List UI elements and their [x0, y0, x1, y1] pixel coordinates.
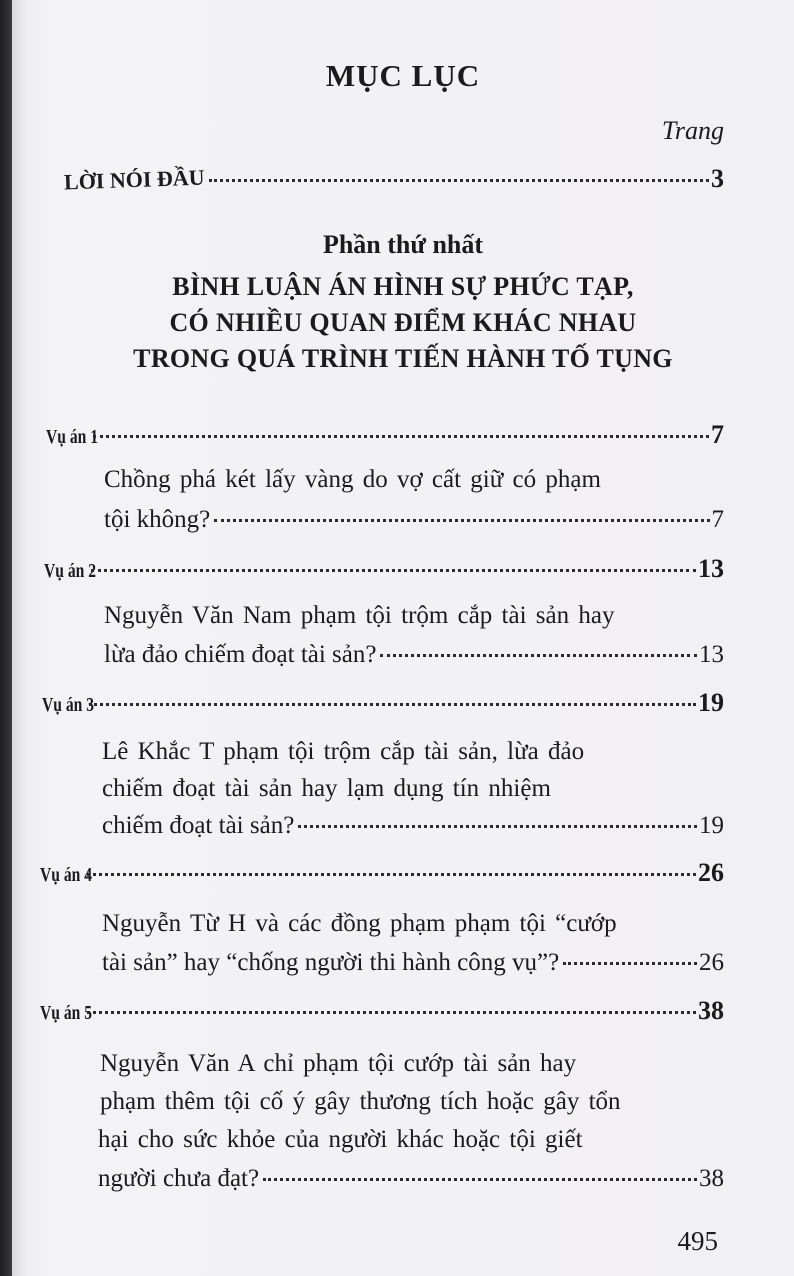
dot-leader — [91, 569, 696, 572]
toc-entry-intro[interactable] — [64, 164, 724, 195]
toc-subentry-label: tài sản” hay “chống người thi hành công vụ”? — [102, 949, 560, 976]
part-title-line: BÌNH LUẬN ÁN HÌNH SỰ PHỨC TẠP, — [172, 272, 634, 301]
case-description-line: Nguyễn Từ H và các đồng phạm phạm tội “cướp — [102, 910, 617, 937]
toc-subentry-page: 26 — [699, 949, 724, 976]
toc-entry-label: Vụ án 5 — [40, 1002, 93, 1024]
toc-entry-label: Vụ án 1 — [46, 426, 99, 448]
toc-subentry-label: lừa đảo chiếm đoạt tài sản? — [104, 641, 377, 668]
case-description-line: Nguyễn Văn A chỉ phạm tội cướp tài sản hay — [100, 1050, 577, 1077]
toc-entry-page: 13 — [698, 554, 724, 583]
toc-entry-label: Vụ án 4 — [40, 864, 93, 886]
page-title: MỤC LỤC — [325, 58, 481, 93]
dot-leader — [563, 962, 697, 965]
page-number: 495 — [677, 1226, 718, 1256]
toc-entry-case-2[interactable] — [44, 554, 724, 586]
dot-leader — [263, 1178, 697, 1181]
toc-subentry-case-4[interactable] — [102, 948, 724, 978]
book-page — [12, 0, 794, 1276]
case-description-line: Lê Khắc T phạm tội trộm cắp tài sản, lừa đảo — [102, 738, 585, 765]
toc-entry-label: LỜI NÓI ĐẦU — [63, 164, 205, 195]
toc-subentry-label: chiếm đoạt tài sản? — [102, 812, 295, 839]
toc-entry-label: Vụ án 2 — [44, 560, 97, 582]
book-gutter — [0, 0, 12, 1276]
toc-entry-page: 26 — [698, 858, 724, 887]
toc-entry-case-1[interactable] — [46, 420, 724, 452]
case-description-line: Chồng phá két lấy vàng do vợ cất giữ có phạm — [104, 466, 601, 493]
toc-entry-page: 7 — [711, 420, 724, 449]
case-description-line: hại cho sức khỏe của người khác hoặc tội giết — [98, 1126, 583, 1153]
toc-subentry-page: 7 — [711, 506, 724, 533]
case-description-line: chiếm đoạt tài sản hay lạm dụng tín nhiệm — [102, 775, 551, 802]
toc-subentry-case-3[interactable] — [102, 811, 724, 841]
dot-leader — [87, 1011, 696, 1014]
dot-leader — [93, 435, 709, 438]
case-description-line: phạm thêm tội cố ý gây thương tích hoặc gây tổn — [100, 1088, 621, 1115]
toc-entry-case-4[interactable] — [40, 858, 724, 890]
toc-entry-page: 19 — [698, 688, 724, 717]
part-title-line: CÓ NHIỀU QUAN ĐIỂM KHÁC NHAU — [169, 308, 637, 337]
toc-subentry-page: 38 — [699, 1165, 724, 1192]
toc-entry-label: Vụ án 3 — [42, 694, 95, 716]
toc-subentry-case-2[interactable] — [104, 640, 724, 670]
toc-subentry-page: 13 — [699, 641, 724, 668]
toc-entry-case-5[interactable] — [40, 996, 724, 1028]
dot-leader — [87, 873, 696, 876]
page-column-label: Trang — [661, 116, 724, 145]
toc-subentry-case-1[interactable] — [104, 505, 724, 535]
dot-leader — [214, 519, 709, 522]
toc-entry-page: 3 — [711, 164, 724, 193]
toc-subentry-label: người chưa đạt? — [98, 1165, 260, 1192]
case-description-line: Nguyễn Văn Nam phạm tội trộm cắp tài sản hay — [104, 602, 615, 629]
toc-entry-page: 38 — [698, 996, 724, 1025]
dot-leader — [209, 179, 709, 182]
toc-entry-case-3[interactable] — [42, 688, 724, 720]
toc-subentry-label: tội không? — [104, 506, 211, 533]
dot-leader — [380, 654, 697, 657]
toc-subentry-case-5[interactable] — [98, 1164, 724, 1194]
toc-subentry-page: 19 — [699, 812, 724, 839]
dot-leader — [298, 825, 697, 828]
part-heading: Phần thứ nhất — [322, 230, 484, 259]
part-title-line: TRONG QUÁ TRÌNH TIẾN HÀNH TỐ TỤNG — [133, 344, 673, 373]
dot-leader — [89, 703, 696, 706]
